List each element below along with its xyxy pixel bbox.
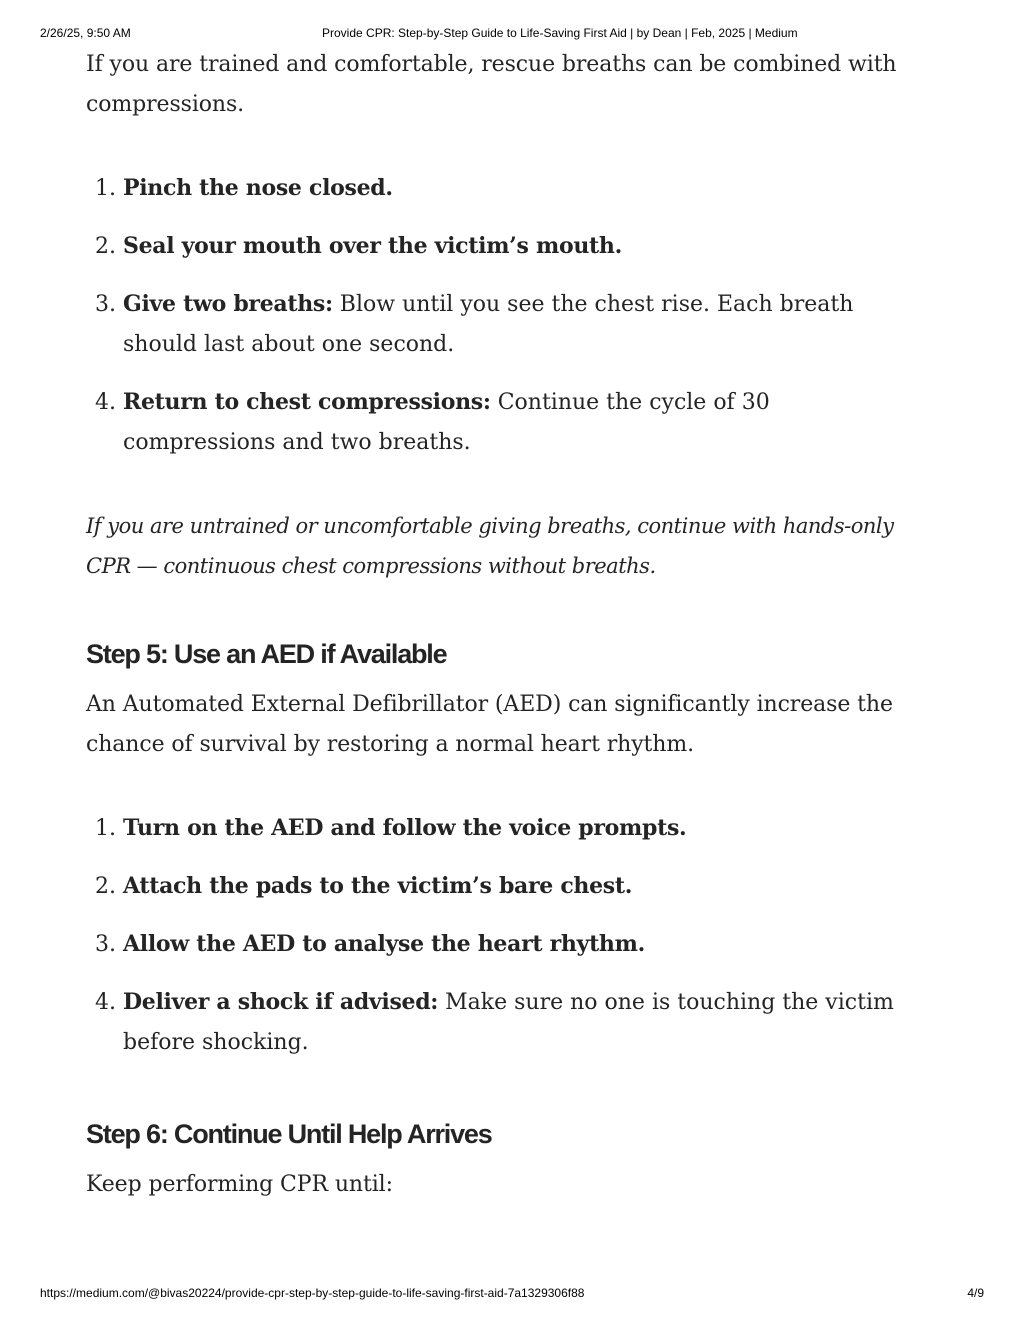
print-header [0, 26, 1024, 42]
print-footer [0, 1286, 1024, 1302]
list-item-text: Make sure no one is touching the victim before shocking. [123, 990, 894, 1055]
print-datetime: 2/26/25, 9:50 AM [40, 26, 131, 40]
print-page-title: Provide CPR: Step-by-Step Guide to Life-Saving First Aid | by Dean | Feb, 2025 | Medium [322, 26, 798, 40]
list-item [123, 924, 926, 965]
list-item [123, 808, 926, 849]
list-item-bold: Turn on the AED and follow the voice prompts. [123, 815, 687, 841]
step-6-heading: Step 6: Continue Until Help Arrives [86, 1119, 492, 1149]
step-5-intro: An Automated External Defibrillator (AED) can significantly increase the chance of survival by restoring a normal heart rhythm. [86, 692, 893, 757]
list-item-bold: Give two breaths: [123, 291, 333, 317]
step-5-heading: Step 5: Use an AED if Available [86, 639, 447, 669]
list-item [123, 866, 926, 907]
list-item [123, 226, 926, 267]
list-item-bold: Pinch the nose closed. [123, 175, 393, 201]
step-6-intro: Keep performing CPR until: [86, 1172, 393, 1197]
list-item [123, 168, 926, 209]
print-page-number: 4/9 [967, 1286, 984, 1300]
hands-only-note: If you are untrained or uncomfortable giving breaths, continue with hands-only CPR — continuous chest compressions without breaths. [86, 514, 894, 578]
article-body [86, 45, 926, 1205]
list-item-text: Continue the cycle of 30 compressions and two breaths. [123, 390, 770, 455]
list-item-bold: Return to chest compressions: [123, 389, 491, 415]
aed-steps-list [86, 808, 926, 1063]
list-item-bold: Allow the AED to analyse the heart rhythm. [123, 931, 645, 957]
list-item [123, 382, 926, 463]
list-item-text: Blow until you see the chest rise. Each breath should last about one second. [123, 292, 854, 357]
rescue-breaths-list [86, 168, 926, 463]
list-item [123, 284, 926, 365]
list-item [123, 982, 926, 1063]
list-item-bold: Seal your mouth over the victim’s mouth. [123, 233, 622, 259]
rescue-breaths-intro: If you are trained and comfortable, rescue breaths can be combined with compressions. [86, 52, 897, 117]
list-item-bold: Deliver a shock if advised: [123, 989, 439, 1015]
list-item-bold: Attach the pads to the victim’s bare chest. [123, 873, 633, 899]
print-page-url: https://medium.com/@bivas20224/provide-cpr-step-by-step-guide-to-life-saving-first-aid-7a1329306f88 [40, 1286, 585, 1300]
